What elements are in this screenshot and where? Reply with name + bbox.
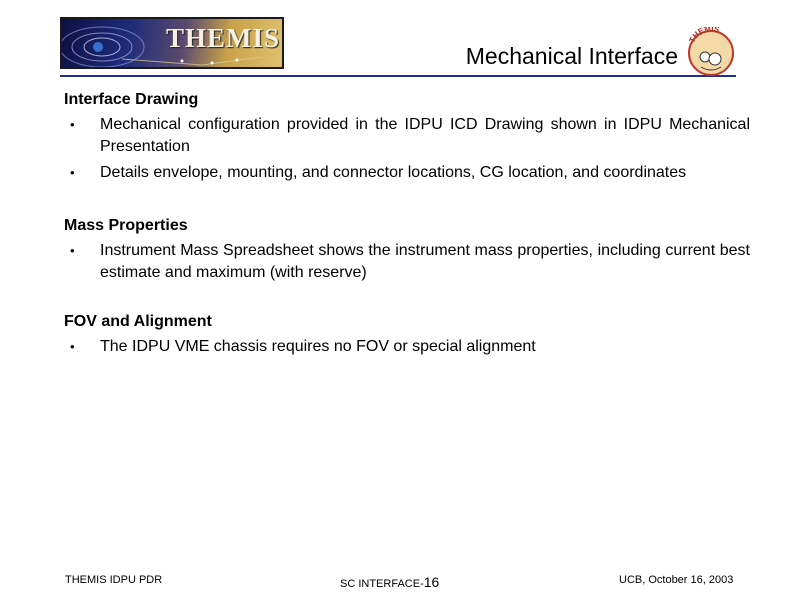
page-title: Mechanical Interface [465, 43, 678, 69]
themis-banner-logo [60, 17, 284, 69]
banner-wordmark: THEMIS [166, 23, 281, 53]
bullet-text: Details envelope, mounting, and connector locations, CG location, and coordinates [100, 164, 687, 181]
themis-mascot-logo [681, 27, 739, 79]
bullet-text: The IDPU VME chassis requires no FOV or special alignment [100, 338, 536, 355]
section-interface-drawing [64, 90, 750, 184]
bullet-item [64, 336, 750, 358]
bullet-glyph: • [70, 339, 75, 354]
slide-body [64, 90, 750, 358]
section-heading: Mass Properties [64, 217, 188, 234]
footer-section-label: SC INTERFACE- [340, 578, 424, 590]
bullet-item [64, 162, 750, 184]
section-mass-properties [64, 216, 750, 284]
bullet-text: Instrument Mass Spreadsheet shows the instrument mass properties, including current best estimate and maximum (with reserve) [100, 242, 750, 281]
bullet-text: Mechanical configuration provided in the IDPU ICD Drawing shown in IDPU Mechanical Presentation [100, 116, 750, 155]
title-underline [60, 75, 736, 77]
bullet-glyph: • [70, 243, 75, 258]
footer-center [340, 574, 439, 590]
footer-left: THEMIS IDPU PDR [65, 574, 163, 586]
footer-right: UCB, October 16, 2003 [619, 574, 734, 586]
bullet-glyph: • [70, 165, 75, 180]
page-number: 16 [423, 574, 440, 590]
section-heading: Interface Drawing [64, 91, 199, 108]
section-fov-alignment [64, 312, 750, 358]
logo-text: THEMIS [687, 27, 721, 45]
bullet-item [64, 114, 750, 158]
bullet-glyph: • [70, 117, 75, 132]
section-heading: FOV and Alignment [64, 313, 212, 330]
bullet-item [64, 240, 750, 284]
